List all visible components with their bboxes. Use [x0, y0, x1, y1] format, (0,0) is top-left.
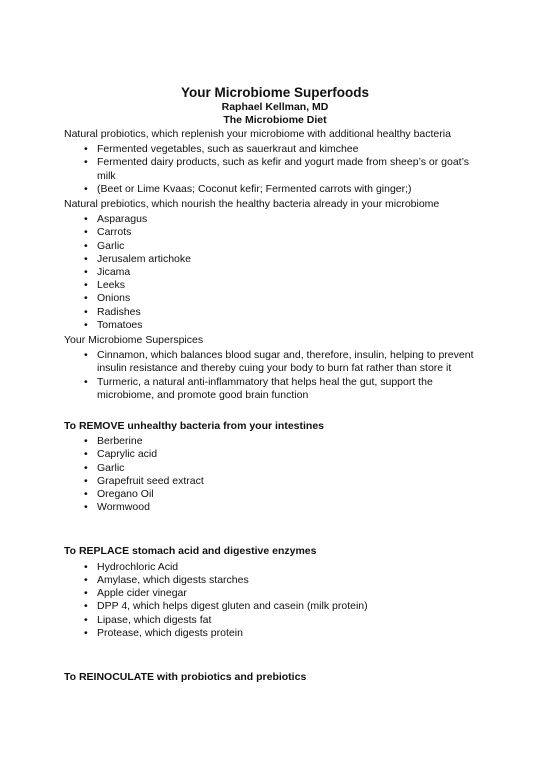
bullet-icon: •: [84, 573, 88, 586]
bullet-icon: •: [84, 279, 88, 292]
bullet-icon: •: [84, 213, 88, 226]
list-item: [64, 501, 490, 514]
section-spacer: [64, 642, 490, 671]
list-item-text: Protease, which digests protein: [97, 626, 243, 639]
list-item-text: Leeks: [97, 279, 126, 292]
list-item-text: Apple cider vinegar: [97, 587, 187, 600]
title-block: [0, 85, 550, 127]
list-item-text: Amylase, which digests starches: [97, 573, 249, 586]
list-item: [64, 226, 490, 239]
bullet-icon: •: [84, 292, 88, 305]
list-item-text: Jicama: [97, 266, 131, 279]
list-item: [64, 349, 490, 375]
bullet-icon: •: [84, 448, 88, 461]
bullet-icon: •: [84, 461, 88, 474]
list-item-text: Asparagus: [97, 213, 148, 226]
list-item: [64, 183, 490, 196]
list-item-text: (Beet or Lime Kvaas; Coconut kefir; Fermented carrots with ginger;): [97, 182, 412, 195]
bullet-icon: •: [84, 488, 88, 501]
list-item-text: Oregano Oil: [97, 488, 154, 501]
replace-list: [64, 561, 490, 640]
list-item-text: Wormwood: [97, 501, 150, 514]
list-item: [64, 574, 490, 587]
list-item-text: Berberine: [97, 435, 143, 448]
list-item-text: Fermented dairy products, such as kefir and yogurt made from sheep’s or goat’s milk: [97, 156, 469, 182]
prebiotics-list: [64, 213, 490, 332]
bullet-icon: •: [84, 349, 88, 362]
bullet-icon: •: [84, 435, 88, 448]
list-item-text: Turmeric, a natural anti-inflammatory that helps heal the gut, support the microbiome, and promote good brain function: [97, 375, 433, 401]
list-item-text: Hydrochloric Acid: [97, 560, 179, 573]
remove-list: [64, 435, 490, 514]
book-title: The Microbiome Diet: [223, 114, 327, 126]
bullet-icon: •: [84, 501, 88, 514]
list-item-text: Cinnamon, which balances blood sugar and, therefore, insulin, helping to prevent insulin resistance and thereby cuing your body to burn fat rather than store it: [97, 349, 474, 375]
list-item: [64, 253, 490, 266]
list-item-text: Grapefruit seed extract: [97, 474, 204, 487]
list-item: [64, 614, 490, 627]
list-item: [64, 587, 490, 600]
bullet-icon: •: [84, 156, 88, 169]
probiotics-list: [64, 143, 490, 196]
list-item-text: Tomatoes: [97, 318, 143, 331]
bullet-icon: •: [84, 626, 88, 639]
list-item: [64, 561, 490, 574]
author-name: Raphael Kellman, MD: [221, 101, 329, 113]
document-title: Your Microbiome Superfoods: [180, 85, 369, 100]
bullet-icon: •: [84, 474, 88, 487]
bullet-icon: •: [84, 239, 88, 252]
list-item: [64, 627, 490, 640]
bullet-icon: •: [84, 182, 88, 195]
document-body: [64, 128, 490, 684]
list-item: [64, 156, 490, 182]
superspices-list: [64, 349, 490, 402]
superspices-intro: Your Microbiome Superspices: [64, 334, 204, 347]
list-item-text: Radishes: [97, 305, 141, 318]
bullet-icon: •: [84, 375, 88, 388]
list-item-text: Carrots: [97, 226, 132, 239]
list-item: [64, 462, 490, 475]
list-item: [64, 448, 490, 461]
list-item: [64, 376, 490, 402]
bullet-icon: •: [84, 305, 88, 318]
list-item: [64, 475, 490, 488]
remove-heading: To REMOVE unhealthy bacteria from your intestines: [64, 420, 325, 433]
list-item: [64, 306, 490, 319]
list-item-text: Jerusalem artichoke: [97, 252, 191, 265]
prebiotics-intro: Natural prebiotics, which nourish the healthy bacteria already in your microbiome: [64, 198, 440, 211]
reinoculate-heading: To REINOCULATE with probiotics and prebiotics: [64, 670, 307, 683]
list-item: [64, 488, 490, 501]
bullet-icon: •: [84, 318, 88, 331]
list-item: [64, 213, 490, 226]
list-item: [64, 266, 490, 279]
list-item-text: Onions: [97, 292, 131, 305]
bullet-icon: •: [84, 600, 88, 613]
bullet-icon: •: [84, 143, 88, 156]
section-spacer: [64, 404, 490, 420]
list-item: [64, 600, 490, 613]
list-item: [64, 292, 490, 305]
list-item-text: Garlic: [97, 239, 125, 252]
list-item-text: Fermented vegetables, such as sauerkraut and kimchee: [97, 143, 359, 156]
bullet-icon: •: [84, 266, 88, 279]
replace-heading: To REPLACE stomach acid and digestive enzymes: [64, 545, 317, 558]
bullet-icon: •: [84, 252, 88, 265]
list-item-text: DPP 4, which helps digest gluten and casein (milk protein): [97, 600, 368, 613]
bullet-icon: •: [84, 613, 88, 626]
list-item: [64, 240, 490, 253]
bullet-icon: •: [84, 226, 88, 239]
list-item-text: Caprylic acid: [97, 448, 158, 461]
list-item: [64, 319, 490, 332]
list-item-text: Lipase, which digests fat: [97, 613, 212, 626]
bullet-icon: •: [84, 587, 88, 600]
probiotics-intro: Natural probiotics, which replenish your microbiome with additional healthy bacteria: [64, 128, 451, 140]
bullet-icon: •: [84, 560, 88, 573]
section-spacer: [64, 516, 490, 545]
list-item: [64, 279, 490, 292]
list-item: [64, 143, 490, 156]
list-item-text: Garlic: [97, 461, 125, 474]
list-item: [64, 435, 490, 448]
